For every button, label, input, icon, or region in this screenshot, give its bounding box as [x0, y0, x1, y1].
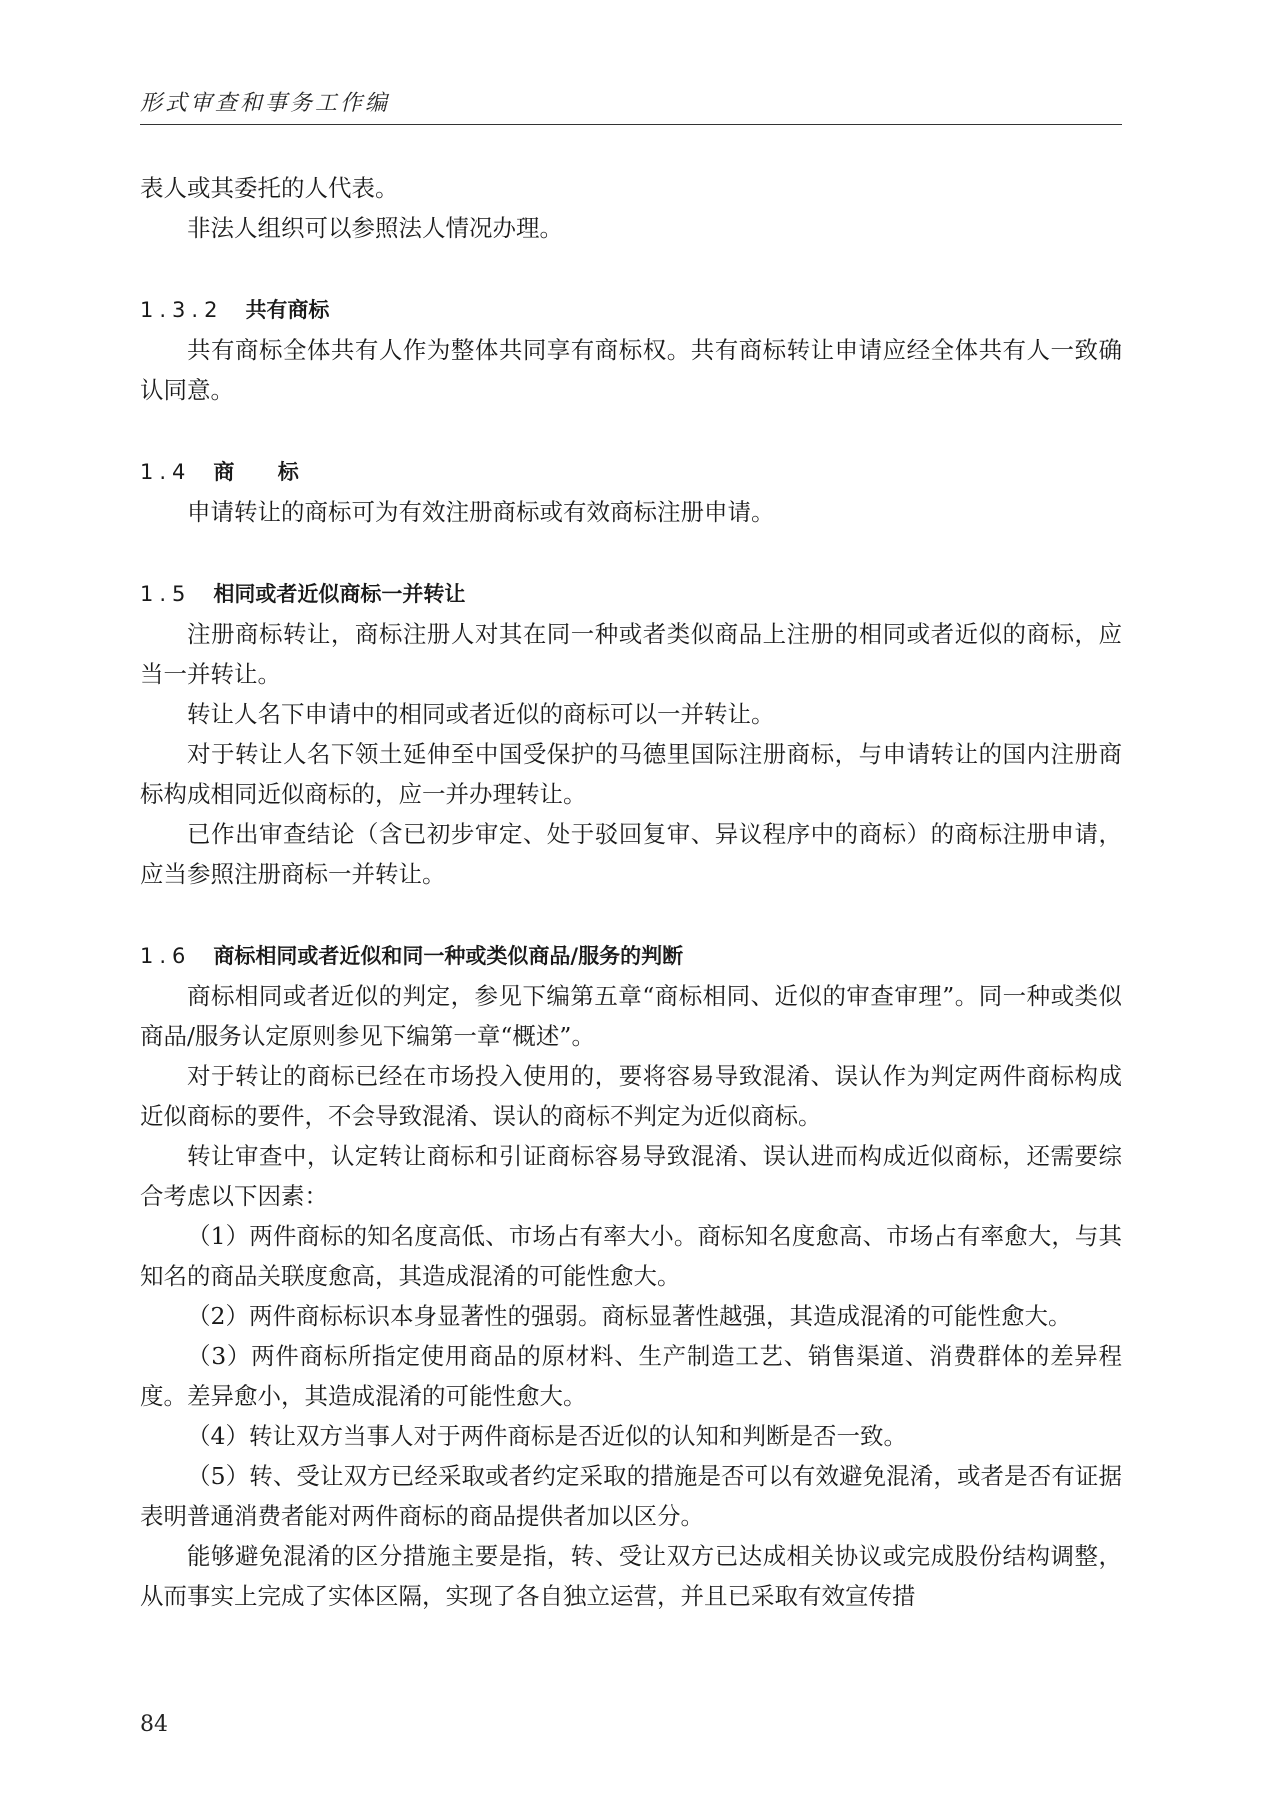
paragraph: 共有商标全体共有人作为整体共同享有商标权。共有商标转让申请应经全体共有人一致确认同意。: [140, 336, 1122, 404]
list-item: （2）两件商标标识本身显著性的强弱。商标显著性越强，其造成混淆的可能性愈大。: [187, 1302, 1072, 1330]
paragraph: 注册商标转让，商标注册人对其在同一种或者类似商品上注册的相同或者近似的商标，应当一并转让。: [140, 620, 1122, 688]
page-number: 84: [140, 1712, 168, 1737]
document-page: [140, 0, 1122, 1799]
running-header: 形式审查和事务工作编: [140, 91, 391, 116]
section-title: 商 标: [213, 460, 317, 484]
section-number: 1.3.2: [140, 298, 224, 322]
paragraph: 表人或其委托的人代表。: [140, 174, 399, 202]
section-heading-1-4: [140, 452, 1122, 492]
section-title: 共有商标: [245, 298, 330, 322]
paragraph: 已作出审查结论（含已初步审定、处于驳回复审、异议程序中的商标）的商标注册申请，应当参照注册商标一并转让。: [140, 820, 1122, 888]
paragraph: 申请转让的商标可为有效注册商标或有效商标注册申请。: [187, 498, 775, 526]
section-title: 商标相同或者近似和同一种或类似商品/服务的判断: [213, 944, 684, 968]
list-item: （5）转、受让双方已经采取或者约定采取的措施是否可以有效避免混淆，或者是否有证据表明普通消费者能对两件商标的商品提供者加以区分。: [140, 1462, 1122, 1530]
section-number: 1.4: [140, 460, 192, 484]
paragraph: 商标相同或者近似的判定，参见下编第五章“商标相同、近似的审查审理”。同一种或类似商品/服务认定原则参见下编第一章“概述”。: [140, 982, 1122, 1050]
page-body: [140, 168, 1122, 1616]
section-heading-1-5: [140, 574, 1122, 614]
section-number: 1.5: [140, 582, 192, 606]
paragraph: 转让审查中，认定转让商标和引证商标容易导致混淆、误认进而构成近似商标，还需要综合考虑以下因素：: [140, 1142, 1122, 1210]
section-heading-1-3-2: [140, 290, 1122, 330]
paragraph: 对于转让人名下领土延伸至中国受保护的马德里国际注册商标，与申请转让的国内注册商标构成相同近似商标的，应一并办理转让。: [140, 740, 1122, 808]
list-item: （4）转让双方当事人对于两件商标是否近似的认知和判断是否一致。: [187, 1422, 907, 1450]
list-item: （1）两件商标的知名度高低、市场占有率大小。商标知名度愈高、市场占有率愈大，与其知名的商品关联度愈高，其造成混淆的可能性愈大。: [140, 1222, 1122, 1290]
section-title: 相同或者近似商标一并转让: [213, 582, 466, 606]
paragraph: 能够避免混淆的区分措施主要是指，转、受让双方已达成相关协议或完成股份结构调整，从而事实上完成了实体区隔，实现了各自独立运营，并且已采取有效宣传措: [140, 1542, 1122, 1610]
header-rule: [140, 124, 1122, 125]
section-heading-1-6: [140, 936, 1122, 976]
section-number: 1.6: [140, 944, 192, 968]
paragraph: 对于转让的商标已经在市场投入使用的，要将容易导致混淆、误认作为判定两件商标构成近似商标的要件，不会导致混淆、误认的商标不判定为近似商标。: [140, 1062, 1122, 1130]
paragraph: 非法人组织可以参照法人情况办理。: [187, 214, 563, 242]
list-item: （3）两件商标所指定使用商品的原材料、生产制造工艺、销售渠道、消费群体的差异程度。差异愈小，其造成混淆的可能性愈大。: [140, 1342, 1122, 1410]
paragraph: 转让人名下申请中的相同或者近似的商标可以一并转让。: [187, 700, 775, 728]
